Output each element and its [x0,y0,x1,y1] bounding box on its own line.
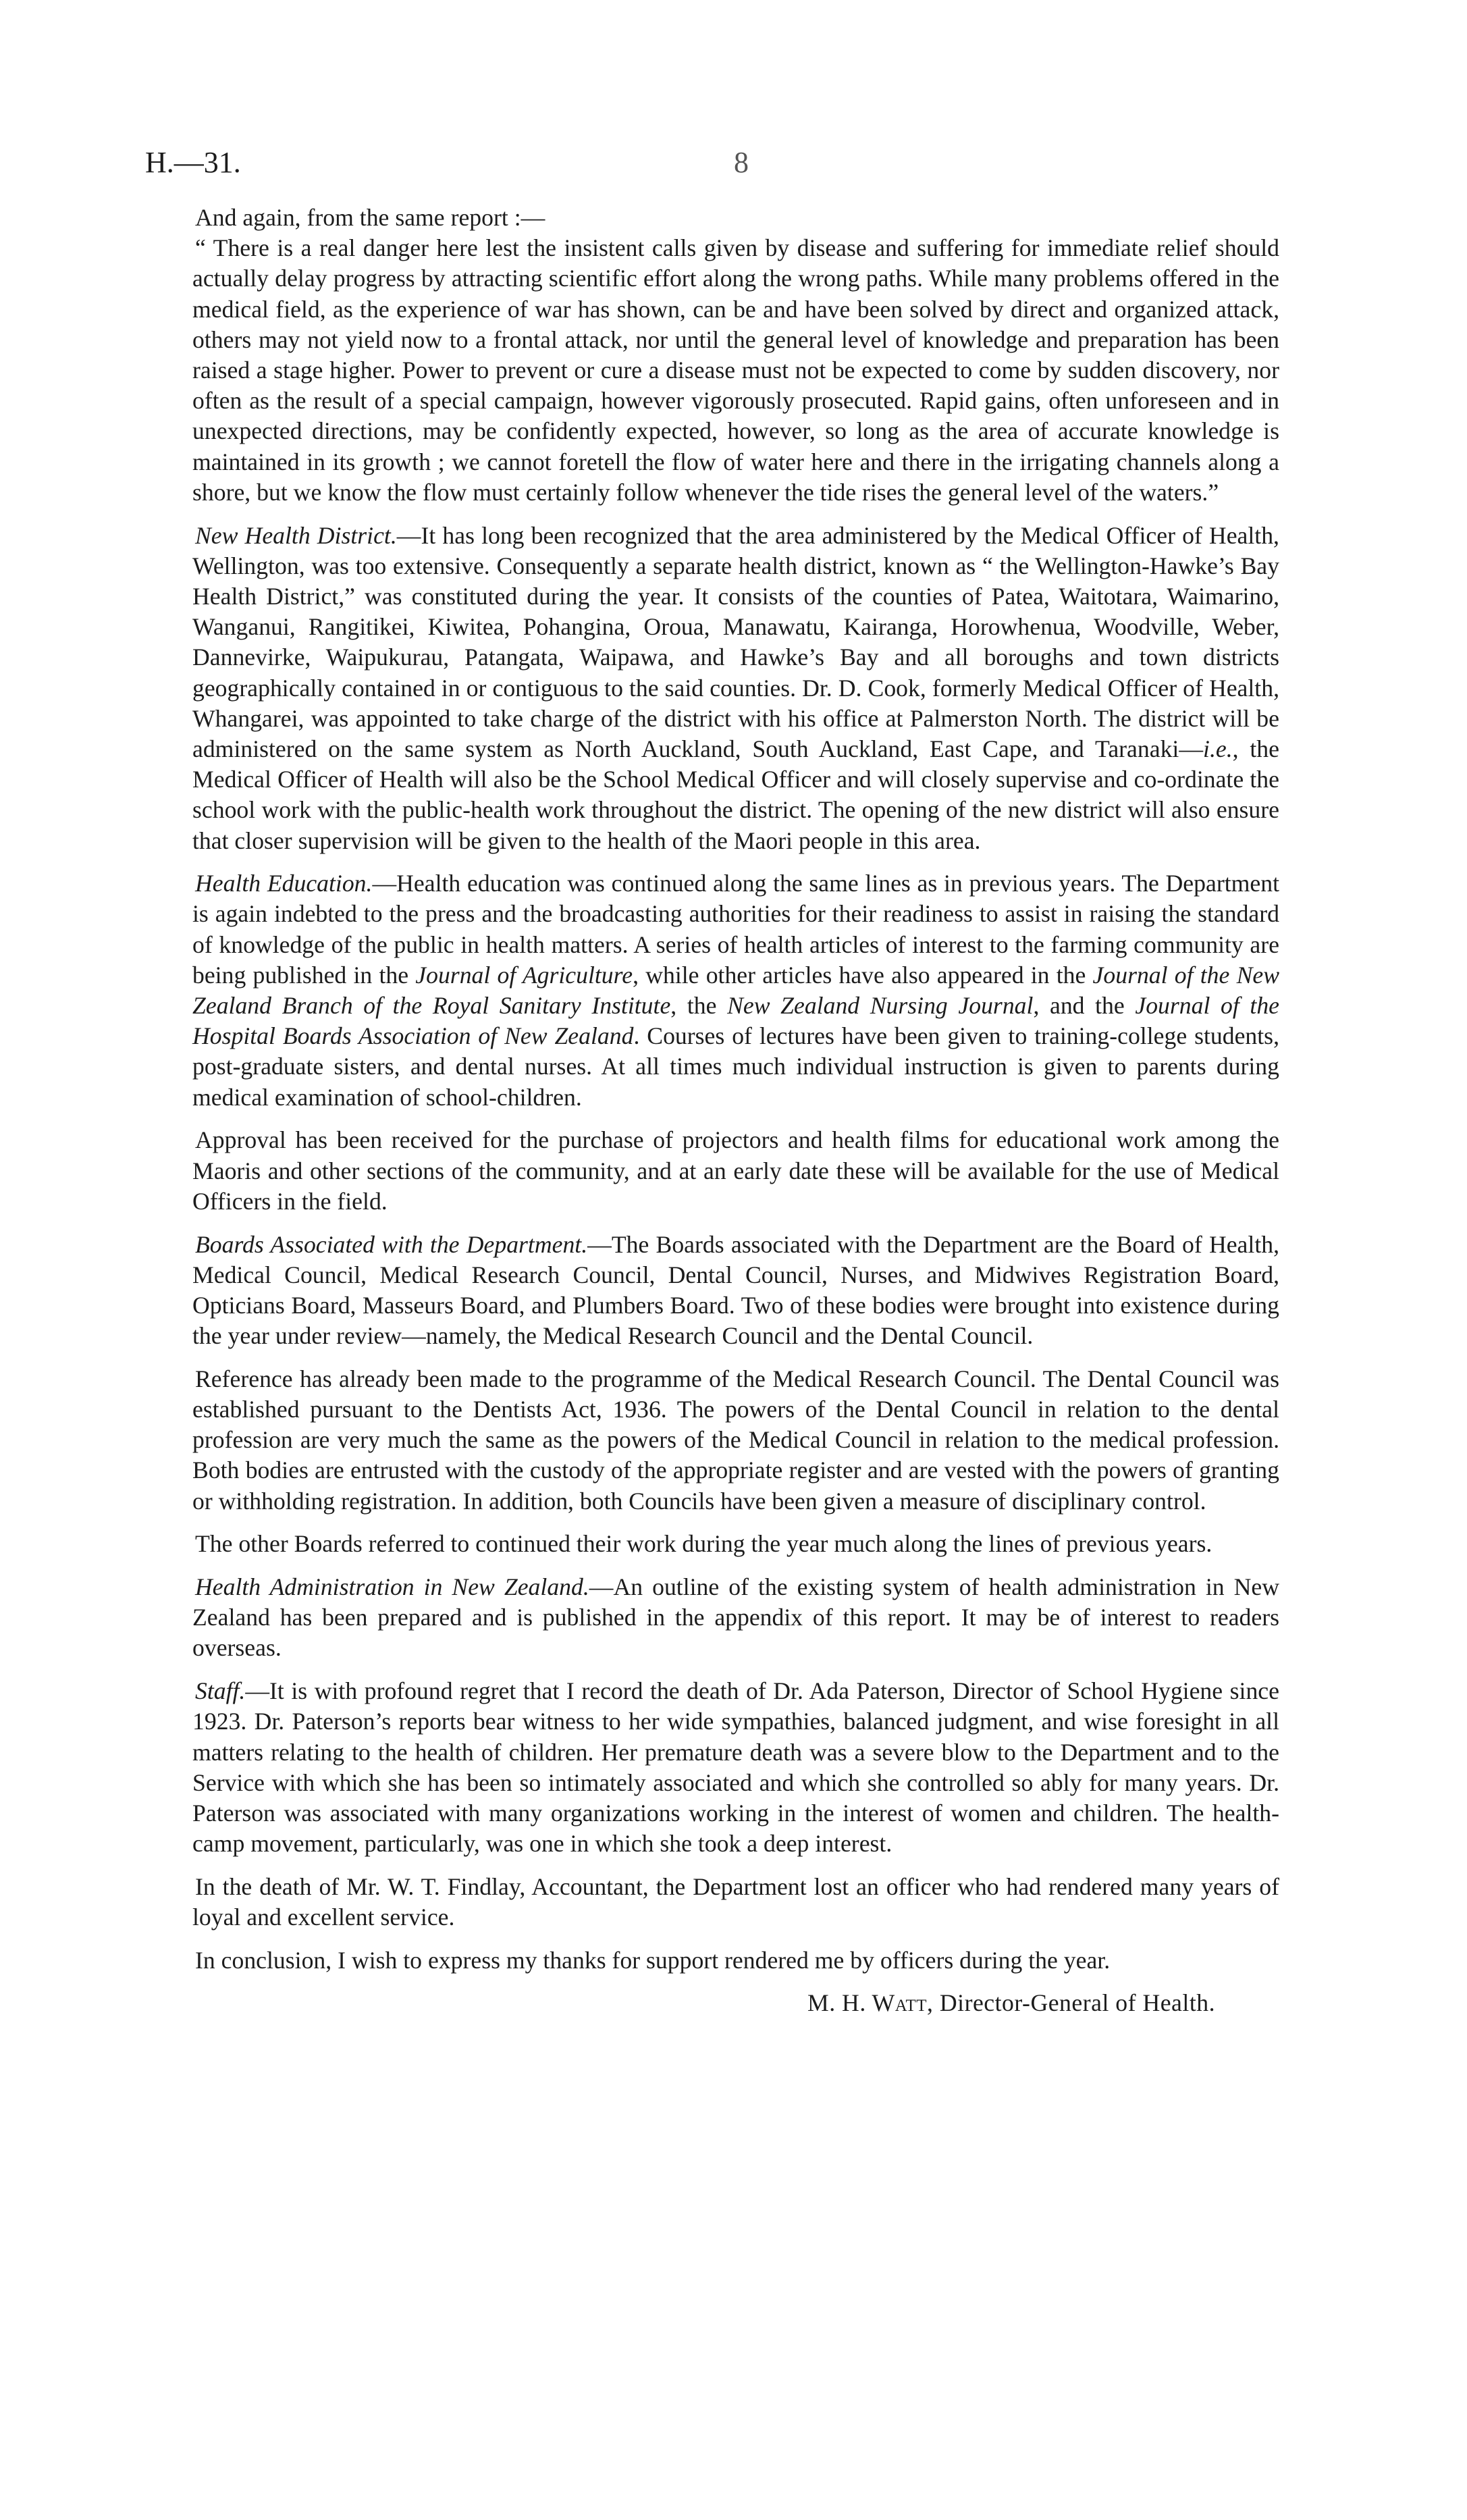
text-health-education-2: , while other articles have also appeared in the [633,961,1093,989]
text-health-education-4: , and the [1033,992,1136,1020]
signature-title: , Director-General of Health. [927,1989,1215,2017]
paragraph-findlay [192,1872,1279,1933]
heading-health-education: Health Education. [195,870,373,897]
journal-nursing: New Zealand Nursing Journal [727,992,1034,1020]
text-health-education-3: , the [670,992,728,1020]
text-boards: —The Boards associated with the Department are the Board of Health, Medical Council, Medical Research Council, Dental Council, Nurses, and Midwives Registration Board, Opticians Board, Masseurs Board, and Plumbers Board. Two of these bodies were brought into existence during the year under review—namely, the Medical Research Council and the Dental Council. [192,1230,1279,1350]
text-health-education-1: —Health education was continued along the same lines as in previous years. The Department is again indebted to the press and the broadcasting authorities for their readiness to assist in raising the standard of knowledge of the public in health matters. A series of health articles of interest to the farming community are being published in the [192,870,1279,989]
quote-text: “ There is a real danger here lest the insistent calls given by disease and suffering for immediate relief should actually delay progress by attracting scientific effort along the wrong paths. While many problems offered in the medical field, as the experience of war has shown, can be and have been solved by direct and organized attack, others may not yield now to a frontal attack, nor until the general level of knowledge and preparation has been raised a stage higher. Power to prevent or cure a disease must not be expected to come by sudden discovery, nor often as the result of a special campaign, however vigorously prosecuted. Rapid gains, often unforeseen and in unexpected directions, may be confidently expected, however, so long as the area of accurate knowledge is maintained in its growth ; we cannot foretell the flow of water here and there in the irrigating channels along a shore, but we know the flow must certainly follow whenever the tide rises the general level of the waters.” [192,234,1279,506]
text-staff: —It is with profound regret that I record the death of Dr. Ada Paterson, Director of School Hygiene since 1923. Dr. Paterson’s reports bear witness to her wide sympathies, balanced judgment, and wise foresight in all matters relating to the health of children. Her premature death was a severe blow to the Department and to the Service with which she has been so intimately associated and which she controlled so ably for many years. Dr. Paterson was associated with many organizations working in the interest of women and children. The health-camp movement, particularly, was one in which she took a deep interest. [192,1677,1279,1858]
text-health-education-5: . Courses of lectures have been given to training-college students, post-graduate sisters, and dental nurses. At all times much individual instruction is given to parents during medical examination of school-children. [192,1022,1279,1111]
text-other-boards: The other Boards referred to continued their work during the year much along the lines of previous years. [195,1530,1212,1558]
heading-new-health-district: New Health District. [195,521,397,549]
signature-name: M. H. Watt [807,1989,928,2017]
paragraph-approval [192,1125,1279,1217]
paragraph-new-health-district [192,521,1279,856]
paragraph-administration [192,1572,1279,1664]
heading-staff: Staff. [195,1677,246,1705]
journal-sanitary-institute: Journal of the New Zealand Branch of the Royal Sanitary Institute [192,961,1280,1020]
text-approval: Approval has been received for the purchase of projectors and health films for educational work among the Maoris and other sections of the community, and at an early date these will be available for the use of Medical Officers in the field. [192,1126,1279,1215]
signature [192,1988,1279,2018]
intro-line [192,203,1279,233]
journal-hospital-boards: Journal of the Hospital Boards Association of New Zealand [192,992,1280,1050]
paragraph-health-education [192,868,1279,1113]
page-number: 8 [734,146,749,179]
document-body [192,203,1279,2019]
heading-boards: Boards Associated with the Department. [195,1230,588,1258]
report-reference: H.—31. [145,146,241,179]
text-findlay: In the death of Mr. W. T. Findlay, Accountant, the Department lost an officer who had rendered many years of loyal and excellent service. [192,1872,1279,1931]
text-administration: —An outline of the existing system of health administration in New Zealand has been prepared and is published in the appendix of this report. It may be of interest to readers overseas. [192,1573,1279,1662]
paragraph-other-boards [192,1529,1279,1559]
ie-abbrev: i.e. [1203,735,1233,762]
text-new-health-district: —It has long been recognized that the area administered by the Medical Officer of Health, Wellington, was too extensive. Consequently a separate health district, known as “ the Wellington-Hawke’s Bay Health District,” was constituted during the year. It consists of the counties of Patea, Waitotara, Waimarino, Wanganui, Rangitikei, Kiwitea, Pohangina, Oroua, Manawatu, Kairanga, Horowhenua, Woodville, Weber, Dannevirke, Waipukurau, Patangata, Waipawa, and Hawke’s Bay and all boroughs and town districts geographically contained in or contiguous to the said counties. Dr. D. Cook, formerly Medical Officer of Health, Whangarei, was appointed to take charge of the district with his office at Palmerston North. The district will be administered on the same system as North Auckland, South Auckland, East Cape, and Taranaki— [192,521,1279,762]
text-new-health-district-cont: , the Medical Officer of Health will also be the School Medical Officer and will closely supervise and co-ordinate the school work with the public-health work throughout the district. The opening of the new district will also ensure that closer supervision will be given to the health of the Maori people in this area. [192,735,1279,854]
heading-administration: Health Administration in New Zealand. [195,1573,589,1601]
paragraph-boards [192,1230,1279,1352]
intro-text: And again, from the same report :— [195,204,545,231]
paragraph-conclusion [192,1945,1279,1976]
paragraph-reference [192,1364,1279,1517]
text-reference: Reference has already been made to the programme of the Medical Research Council. The Dental Council was established pursuant to the Dentists Act, 1936. The powers of the Dental Council in relation to the dental profession are very much the same as the powers of the Medical Council in relation to the medical profession. Both bodies are entrusted with the custody of the appropriate register and are vested with the powers of granting or withholding registration. In addition, both Councils have been given a measure of disciplinary control. [192,1365,1279,1515]
page-header [145,145,1322,186]
journal-agriculture: Journal of Agriculture [415,961,633,989]
text-conclusion: In conclusion, I wish to express my thanks for support rendered me by officers during the year. [195,1946,1111,1974]
paragraph-staff [192,1676,1279,1859]
report-quotation [192,233,1279,508]
